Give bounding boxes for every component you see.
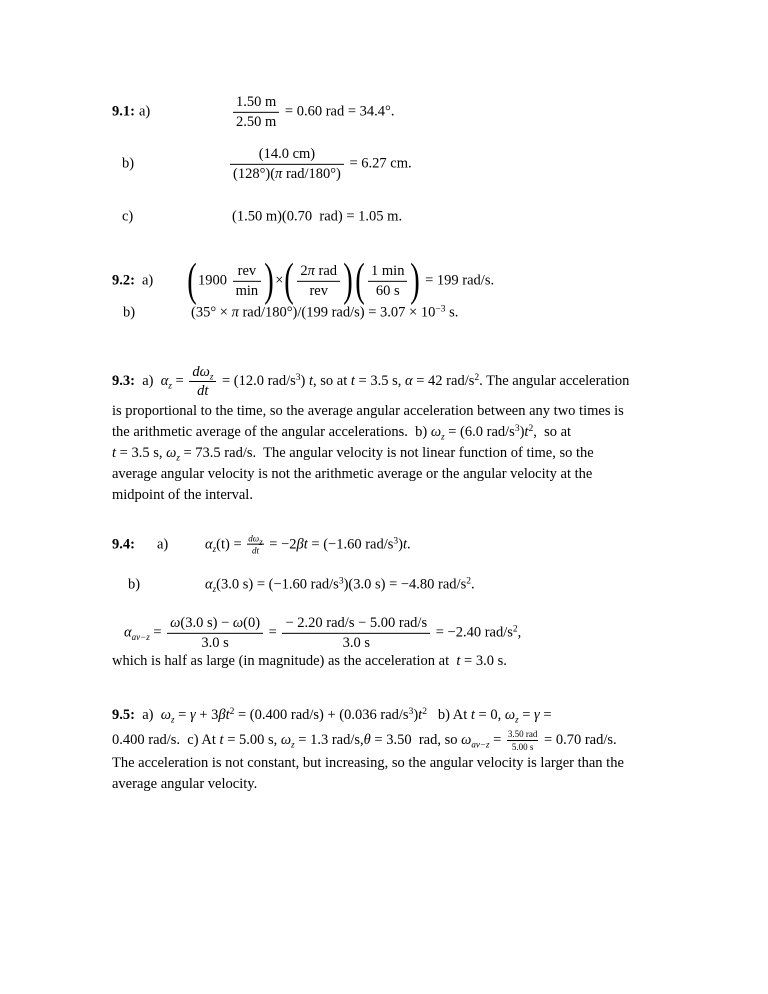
math-t: =: [149, 624, 166, 641]
math-i: α: [205, 536, 213, 553]
math-t: =: [518, 707, 535, 723]
fraction-denominator: [507, 741, 539, 752]
math-t: 3.0 s: [342, 634, 370, 651]
equation: [205, 577, 475, 594]
math-i: ω: [430, 424, 442, 440]
math-sup: 3: [338, 576, 344, 587]
math-t: = −2: [265, 536, 297, 553]
math-i: π: [307, 262, 315, 279]
math-t: =: [265, 624, 281, 641]
paragraph-line: [112, 753, 712, 774]
math-t: , so at: [533, 424, 572, 440]
big-paren: (: [284, 254, 295, 306]
fraction-denominator: [189, 382, 216, 400]
big-paren: (: [187, 254, 197, 306]
math-t: (t) =: [216, 536, 246, 553]
math-sup: 2: [229, 707, 235, 717]
math-t: = 5.00 s,: [223, 732, 281, 748]
math-i: t: [470, 707, 475, 723]
math-t: .: [470, 576, 475, 593]
math-i: ω: [170, 614, 181, 631]
math-t: rev: [309, 282, 328, 299]
math-i: α: [205, 576, 213, 593]
math-t: the arithmetic average of the angular accelerations. b): [112, 424, 431, 440]
math-i: t: [402, 536, 408, 553]
math-i: ω: [504, 707, 516, 723]
math-t: = 3.0 s.: [460, 653, 507, 669]
fraction-numerator: [282, 615, 430, 634]
math-t: =: [171, 373, 188, 389]
math-i: t: [418, 707, 423, 723]
fraction-numerator: [233, 263, 262, 282]
math-sub: z: [176, 452, 180, 463]
math-t: = 1.3 rad/s,: [294, 732, 364, 748]
math-t: ): [519, 424, 525, 440]
math-t: average angular velocity.: [112, 776, 258, 792]
math-t: is proportional to the time, so the average angular acceleration between any two times is: [112, 403, 624, 419]
math-i: ω: [461, 732, 472, 748]
math-t: (14.0 cm): [258, 145, 316, 162]
math-i: α: [405, 373, 413, 389]
part-label: b): [123, 304, 136, 321]
math-t: = 199 rad/s.: [421, 272, 495, 289]
part-label: b): [128, 576, 141, 593]
math-t: 3.50 rad: [507, 729, 538, 740]
math-sub: av−z: [131, 631, 150, 642]
big-paren: ): [410, 254, 421, 306]
math-t: = (0.400 rad/s) + (0.036 rad/s: [234, 707, 409, 723]
fraction-denominator: [247, 545, 263, 556]
math-t: s.: [445, 304, 459, 321]
math-t: = (6.0 rad/s: [444, 424, 515, 440]
equation: [228, 146, 412, 182]
math-t: = −2.40 rad/s: [432, 624, 513, 641]
equation: [205, 534, 411, 557]
math-t: − 2.20 rad/s − 5.00 rad/s: [285, 614, 428, 631]
math-t: = 73.5 rad/s. The angular velocity is not linear function of time, so the: [179, 445, 594, 461]
math-sup: 2: [512, 624, 518, 635]
math-t: (128°)(: [233, 165, 276, 182]
math-t: (35° ×: [191, 304, 232, 321]
math-sup: 2: [474, 373, 480, 383]
math-t: 2.50 m: [236, 113, 277, 130]
math-t: =: [174, 707, 190, 723]
math-i: dt: [197, 383, 209, 400]
math-t: = 42 rad/s: [412, 373, 475, 389]
big-paren: ): [343, 254, 353, 306]
math-sup: 2: [466, 576, 471, 587]
math-fraction: [507, 729, 539, 752]
math-t: 1.50 m: [236, 93, 277, 110]
math-t: = 0.70 rad/s.: [540, 732, 617, 748]
math-t: =: [539, 707, 552, 723]
equation: [191, 305, 458, 322]
part-label: a): [139, 103, 151, 120]
math-sub: z: [170, 714, 175, 725]
math-i: t: [350, 373, 355, 389]
math-t: = 0,: [474, 707, 505, 723]
math-i: ω: [232, 614, 244, 631]
math-t: (0): [243, 614, 261, 631]
problem-9.3-paragraph: [112, 361, 712, 506]
math-fraction: [189, 364, 216, 400]
equation: [231, 94, 394, 130]
math-i: t: [219, 732, 224, 748]
paragraph-line: [112, 774, 712, 795]
math-i: t: [112, 445, 117, 461]
math-t: ): [413, 707, 419, 723]
math-fraction: [233, 94, 279, 130]
math-i: βt: [218, 707, 230, 723]
math-i: dt: [251, 546, 259, 556]
math-sub: av−z: [471, 739, 490, 750]
math-t: 2: [300, 262, 308, 279]
math-t: rad/180°): [282, 165, 341, 182]
big-paren: (: [355, 254, 365, 306]
paragraph-line: [112, 703, 712, 727]
math-i: α: [124, 624, 132, 641]
math-i: γ: [189, 707, 196, 723]
math-i: θ: [363, 732, 371, 748]
math-i: π: [275, 165, 283, 182]
math-sup: 3: [393, 536, 399, 547]
fraction-numerator: [167, 615, 263, 634]
math-sup: 3: [408, 707, 414, 717]
part-label: c): [122, 208, 134, 225]
fraction-denominator: [282, 634, 430, 652]
math-sub: z: [212, 543, 217, 554]
math-fraction: [368, 263, 407, 299]
fraction-numerator: [297, 263, 340, 282]
math-t: = (12.0 rad/s: [218, 373, 296, 389]
problem-number: 9.4:: [112, 536, 135, 553]
math-t: =: [489, 732, 505, 748]
math-t: ,: [517, 624, 522, 641]
fraction-numerator: [233, 94, 279, 113]
problem-9.5-paragraph: [112, 703, 712, 795]
part-label: a): [157, 536, 169, 553]
math-sup: 2: [528, 424, 534, 434]
math-t: 5.00 s: [511, 741, 534, 752]
math-fraction: [282, 615, 430, 651]
paragraph-line: [112, 485, 712, 506]
math-i: t: [456, 653, 461, 669]
problem-9.4-closing: [112, 651, 712, 672]
math-t: .: [407, 536, 411, 553]
math-t: = 3.5 s,: [354, 373, 405, 389]
math-fraction: [233, 263, 262, 299]
math-sup: −3: [435, 304, 446, 315]
math-i: γ: [534, 707, 540, 723]
math-t: 1900: [198, 272, 231, 289]
math-t: rad: [314, 262, 338, 279]
fraction-denominator: [233, 282, 262, 300]
paragraph-line: [112, 361, 712, 401]
math-b: 9.3:: [112, 373, 135, 389]
paragraph-line: [112, 464, 712, 485]
big-paren: ): [264, 254, 274, 306]
math-sup: 3: [514, 424, 520, 434]
math-i: t: [524, 424, 529, 440]
math-i: βt: [296, 536, 308, 553]
math-t: = (−1.60 rad/s: [307, 536, 394, 553]
math-t: b) At: [426, 707, 471, 723]
fraction-denominator: [167, 634, 263, 652]
fraction-numerator: [507, 729, 539, 740]
math-t: 60 s: [375, 282, 400, 299]
paragraph-line: [112, 422, 712, 443]
math-sub: z: [212, 584, 217, 594]
math-fraction: [167, 615, 263, 651]
math-sub: z: [168, 380, 172, 391]
fraction-denominator: [230, 165, 344, 183]
math-t: (3.0 s) −: [180, 614, 233, 631]
math-t: rad/180°)/(199 rad/s) = 3.07 × 10: [238, 304, 436, 321]
math-fraction: [247, 534, 263, 557]
part-label: b): [122, 155, 135, 172]
fraction-denominator: [368, 282, 407, 300]
math-t: ×: [275, 272, 284, 289]
math-i: ω: [166, 445, 177, 461]
math-b: 9.5:: [112, 707, 135, 723]
math-t: The acceleration is not constant, but increasing, so the angular velocity is larger than the: [112, 755, 624, 771]
math-sup: 3: [295, 373, 301, 383]
math-sub: z: [209, 371, 214, 381]
math-t: (1.50 m)(0.70 rad) = 1.05 m.: [232, 208, 403, 225]
math-t: = 3.50 rad, so: [370, 732, 462, 748]
math-sup: 2: [422, 707, 427, 717]
part-label: a): [142, 272, 154, 289]
math-fraction: [297, 263, 340, 299]
math-t: 3.0 s: [201, 634, 229, 651]
math-i: dω: [248, 533, 260, 544]
paragraph-line: [112, 651, 712, 672]
fraction-numerator: [368, 263, 407, 282]
math-sub: z: [259, 537, 263, 548]
math-i: π: [231, 304, 239, 321]
math-t: (3.0 s) = (−1.60 rad/s: [216, 576, 339, 593]
math-t: , so at: [313, 373, 351, 389]
fraction-numerator: [189, 364, 216, 383]
math-t: + 3: [195, 707, 219, 723]
fraction-numerator: [230, 146, 344, 165]
paragraph-line: [112, 443, 712, 464]
math-i: ω: [280, 732, 292, 748]
math-t: ): [398, 536, 403, 553]
math-t: = 0.60 rad = 34.4°.: [281, 103, 395, 120]
math-t: 0.400 rad/s. c) At: [112, 732, 220, 748]
math-sub: z: [441, 431, 445, 442]
math-t: a): [134, 373, 161, 389]
equation: [124, 615, 521, 651]
math-t: min: [235, 282, 259, 299]
math-t: average angular velocity is not the arithmetic average or the angular velocity at the: [112, 466, 593, 482]
math-t: = 6.27 cm.: [345, 155, 412, 172]
equation: [186, 254, 495, 306]
math-t: ): [300, 373, 309, 389]
math-t: rev: [237, 262, 257, 279]
math-i: dω: [192, 363, 210, 380]
problem-number: 9.1:: [112, 103, 135, 120]
math-i: α: [160, 373, 169, 389]
math-sub: z: [291, 739, 295, 750]
math-fraction: [230, 146, 344, 182]
math-t: 1 min: [371, 262, 405, 279]
problem-number: 9.2:: [112, 272, 135, 289]
math-t: a): [134, 707, 161, 723]
math-i: ω: [160, 707, 171, 723]
math-t: . The angular acceleration: [479, 373, 630, 389]
fraction-numerator: [247, 533, 263, 548]
fraction-denominator: [297, 282, 340, 300]
math-t: = 3.5 s,: [116, 445, 167, 461]
fraction-denominator: [233, 113, 279, 131]
paragraph-line: [112, 401, 712, 422]
math-t: which is half as large (in magnitude) as the acceleration at: [112, 653, 457, 669]
math-t: midpoint of the interval.: [112, 487, 253, 503]
math-i: t: [309, 373, 314, 389]
equation: [232, 209, 402, 226]
paragraph-line: [112, 727, 712, 753]
math-t: )(3.0 s) = −4.80 rad/s: [343, 576, 467, 593]
math-sub: z: [515, 714, 519, 725]
